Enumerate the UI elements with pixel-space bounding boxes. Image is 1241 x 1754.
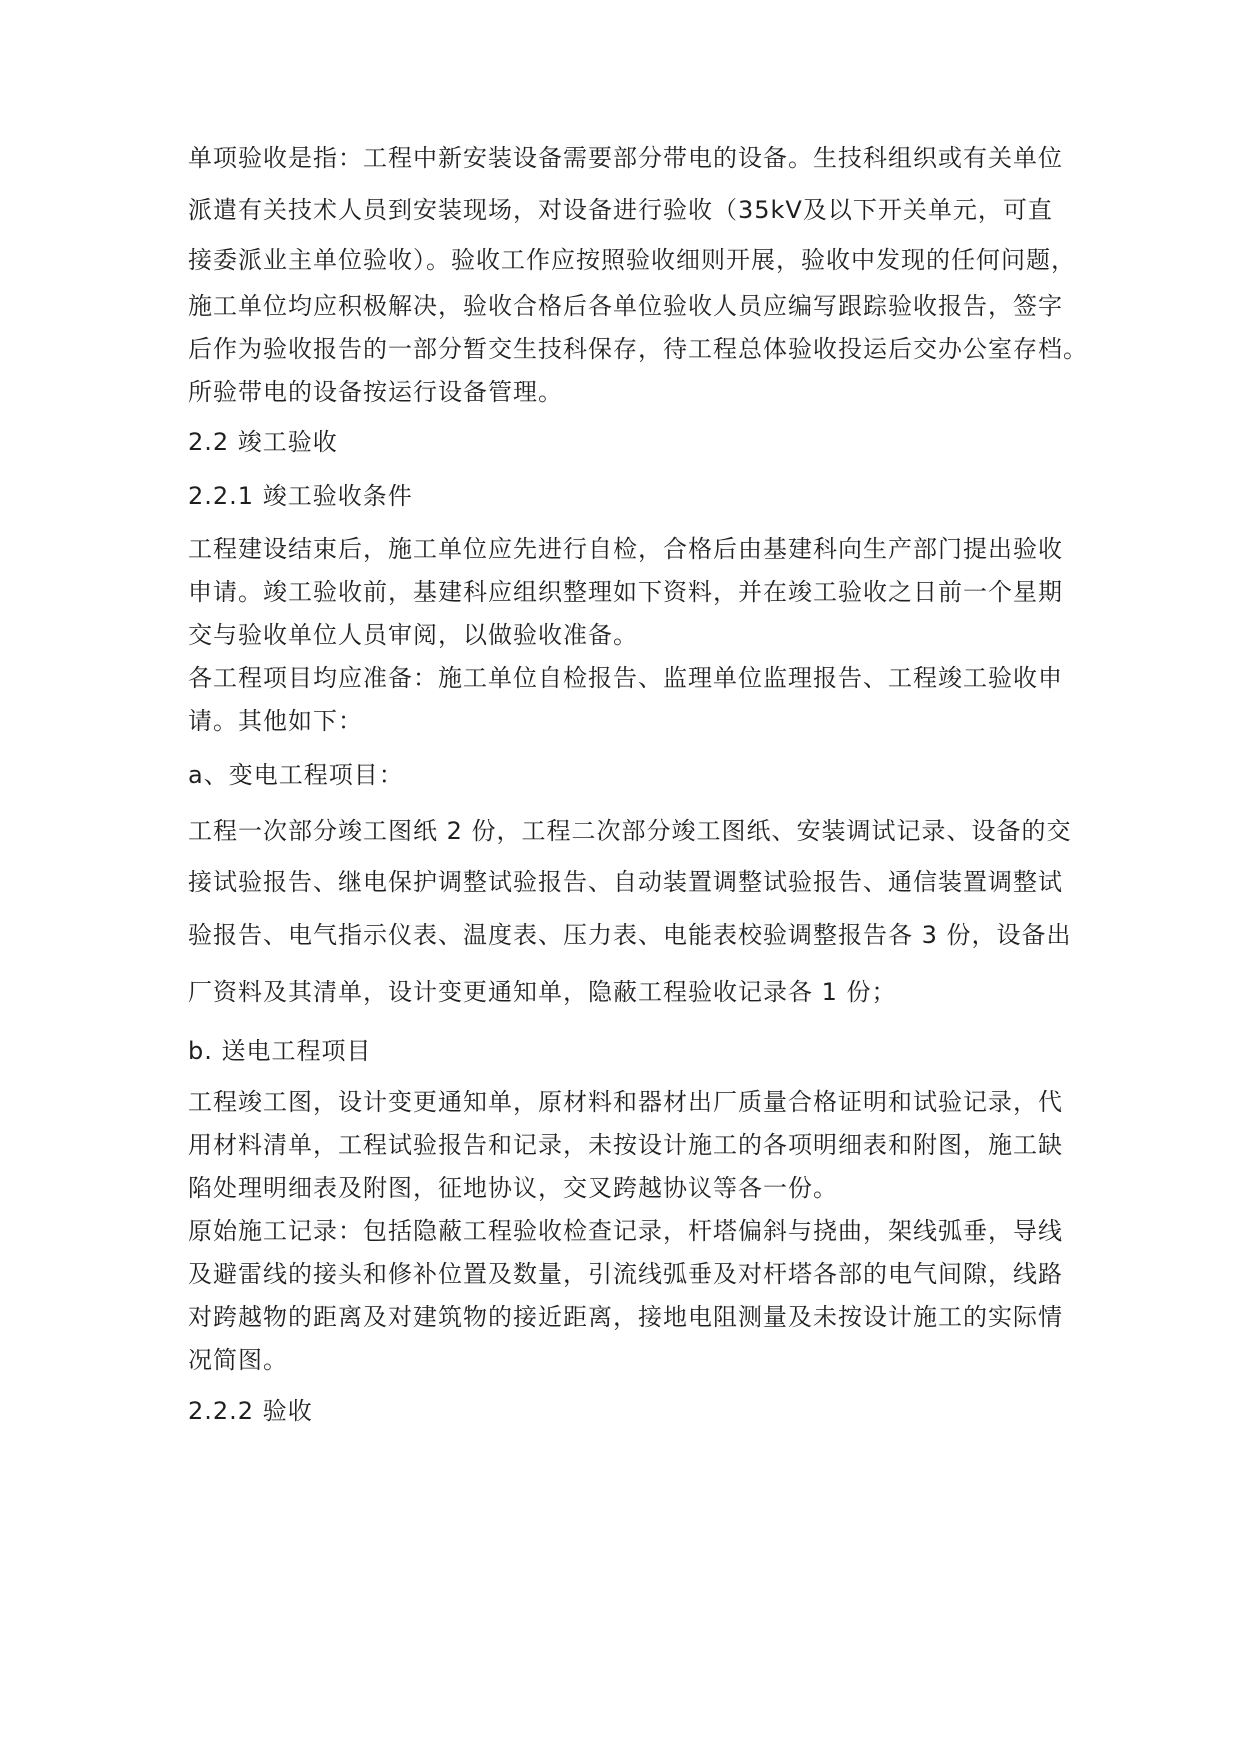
paragraph-line: 接试验报告、继电保护调整试验报告、自动装置调整试验报告、通信装置调整试	[188, 868, 1063, 896]
subsection-heading: 2.2.2 验收	[188, 1397, 313, 1425]
paragraph-line: 交与验收单位人员审阅，以做验收准备。	[188, 621, 638, 649]
paragraph-line: 后作为验收报告的一部分暂交生技科保存，待工程总体验收投运后交办公室存档。	[188, 335, 1088, 363]
paragraph-line: 各工程项目均应准备：施工单位自检报告、监理单位监理报告、工程竣工验收申	[188, 664, 1063, 692]
section-heading: 2.2 竣工验收	[188, 428, 338, 456]
paragraph-line: 工程建设结束后，施工单位应先进行自检，合格后由基建科向生产部门提出验收	[188, 535, 1063, 563]
paragraph-line: 申请。竣工验收前，基建科应组织整理如下资料，并在竣工验收之日前一个星期	[188, 578, 1063, 606]
paragraph-line: 厂资料及其清单，设计变更通知单，隐蔽工程验收记录各 1 份；	[188, 978, 897, 1006]
paragraph-line: 派遣有关技术人员到安装现场，对设备进行验收（35kV及以下开关单元，可直	[188, 196, 1053, 224]
list-item-label: b. 送电工程项目	[188, 1037, 372, 1065]
paragraph-line: 原始施工记录：包括隐蔽工程验收检查记录，杆塔偏斜与挠曲，架线弧垂，导线	[188, 1217, 1063, 1245]
paragraph-line: 及避雷线的接头和修补位置及数量，引流线弧垂及对杆塔各部的电气间隙，线路	[188, 1260, 1063, 1288]
paragraph-line: 施工单位均应积极解决，验收合格后各单位验收人员应编写跟踪验收报告，签字	[188, 292, 1063, 320]
paragraph-line: 况简图。	[188, 1346, 288, 1374]
paragraph-line: 所验带电的设备按运行设备管理。	[188, 378, 563, 406]
paragraph-line: 工程竣工图，设计变更通知单，原材料和器材出厂质量合格证明和试验记录，代	[188, 1088, 1063, 1116]
paragraph-line: 接委派业主单位验收）。验收工作应按照验收细则开展，验收中发现的任何问题，	[188, 246, 1076, 274]
paragraph-line: 验报告、电气指示仪表、温度表、压力表、电能表校验调整报告各 3 份，设备出	[188, 921, 1072, 949]
list-item-label: a、变电工程项目：	[188, 761, 404, 789]
paragraph-line: 工程一次部分竣工图纸 2 份，工程二次部分竣工图纸、安装调试记录、设备的交	[188, 817, 1072, 845]
paragraph-line: 用材料清单，工程试验报告和记录，未按设计施工的各项明细表和附图，施工缺	[188, 1131, 1063, 1159]
subsection-heading: 2.2.1 竣工验收条件	[188, 482, 413, 510]
paragraph-line: 陷处理明细表及附图，征地协议，交叉跨越协议等各一份。	[188, 1174, 838, 1202]
paragraph-line: 请。其他如下：	[188, 707, 363, 735]
paragraph-line: 对跨越物的距离及对建筑物的接近距离，接地电阻测量及未按设计施工的实际情	[188, 1303, 1063, 1331]
paragraph-line: 单项验收是指：工程中新安装设备需要部分带电的设备。生技科组织或有关单位	[188, 144, 1063, 172]
